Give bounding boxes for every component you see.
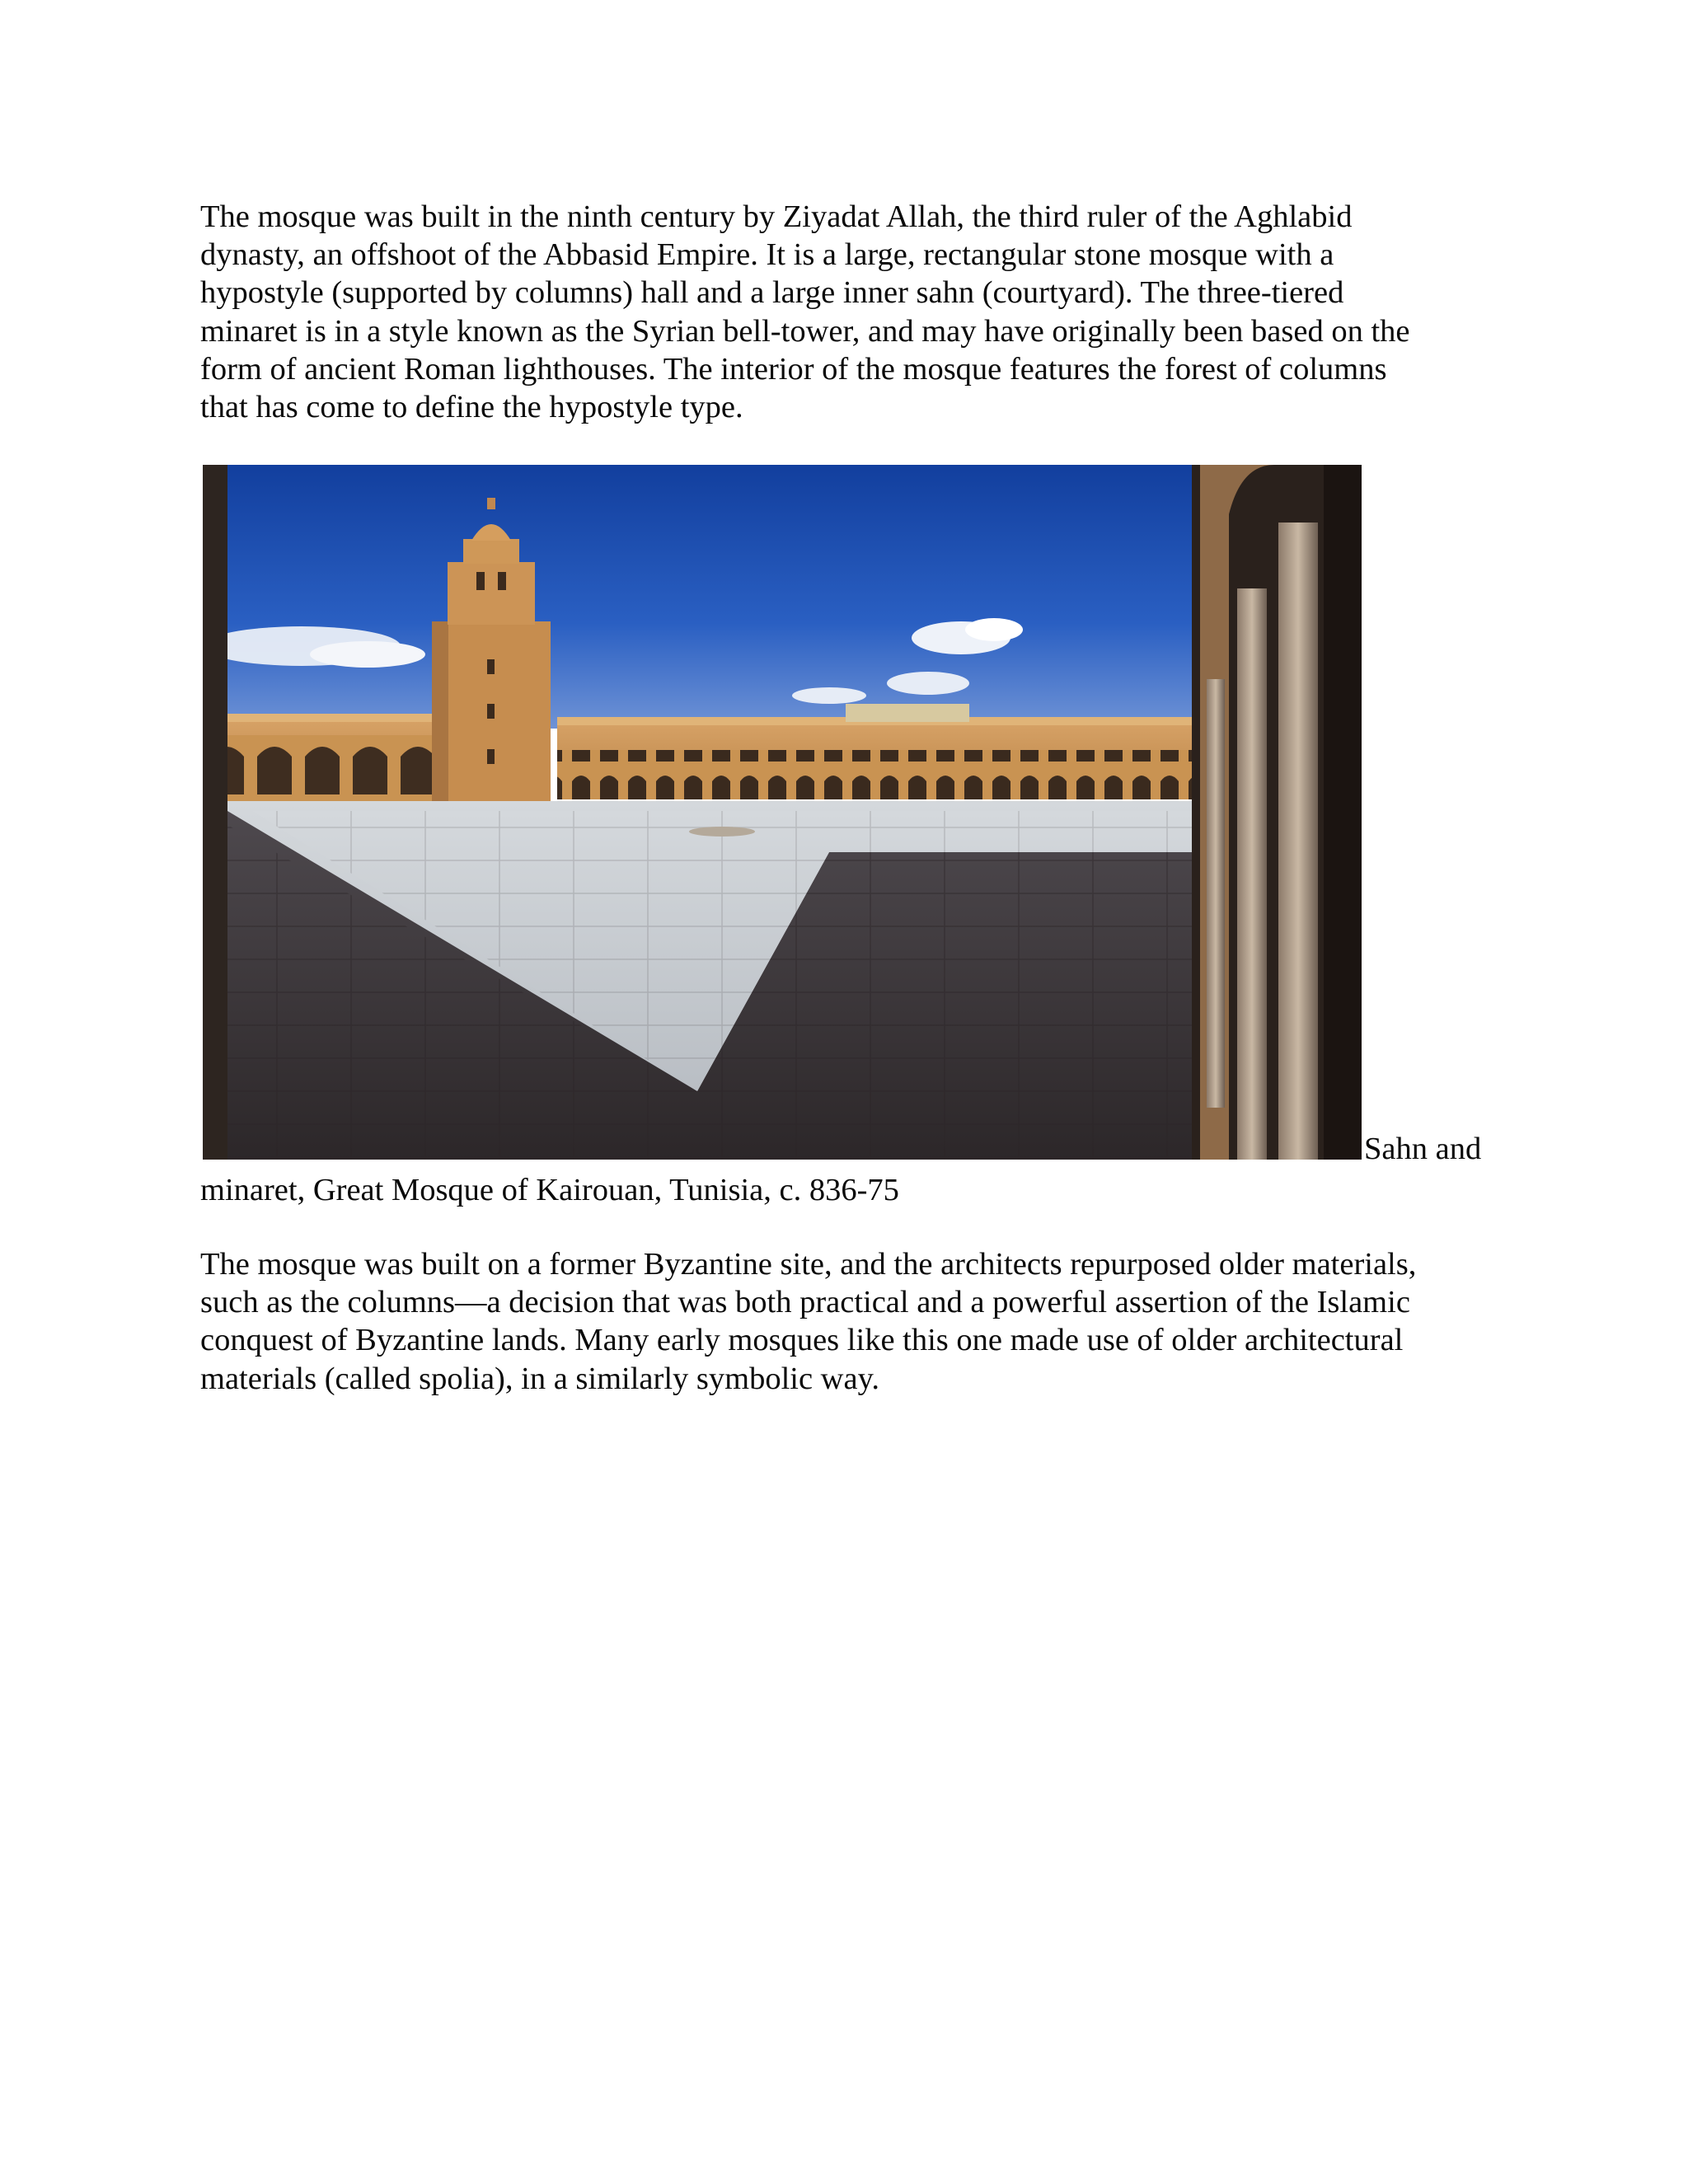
mosque-photo <box>203 465 1362 1160</box>
text-line: form of ancient Roman lighthouses. The interior of the mosque features the forest of columns <box>200 351 1387 387</box>
text-line: The mosque was built on a former Byzantine site, and the architects repurposed older materials, <box>200 1247 1417 1282</box>
text-line: materials (called spolia), in a similarly symbolic way. <box>200 1361 879 1396</box>
text-line: hypostyle (supported by columns) hall and a large inner sahn (courtyard). The three-tiered <box>200 275 1344 311</box>
text-line: dynasty, an offshoot of the Abbasid Empire. It is a large, rectangular stone mosque with a <box>200 237 1334 273</box>
paragraph-spolia <box>200 1245 1416 1398</box>
text-line: such as the columns—a decision that was both practical and a powerful assertion of the Islamic <box>200 1285 1410 1320</box>
text-line: The mosque was built in the ninth century by Ziyadat Allah, the third ruler of the Aghlabid <box>200 199 1353 234</box>
text-line: minaret is in a style known as the Syrian bell-tower, and may have originally been based on the <box>200 313 1410 349</box>
figure-caption-start: Sahn and <box>1364 1132 1482 1166</box>
paragraph-intro <box>200 198 1409 426</box>
figure-caption: minaret, Great Mosque of Kairouan, Tunisia, c. 836-75 <box>200 1173 899 1207</box>
text-line: conquest of Byzantine lands. Many early mosques like this one made use of older architectural <box>200 1323 1404 1358</box>
text-line: that has come to define the hypostyle type. <box>200 390 743 425</box>
